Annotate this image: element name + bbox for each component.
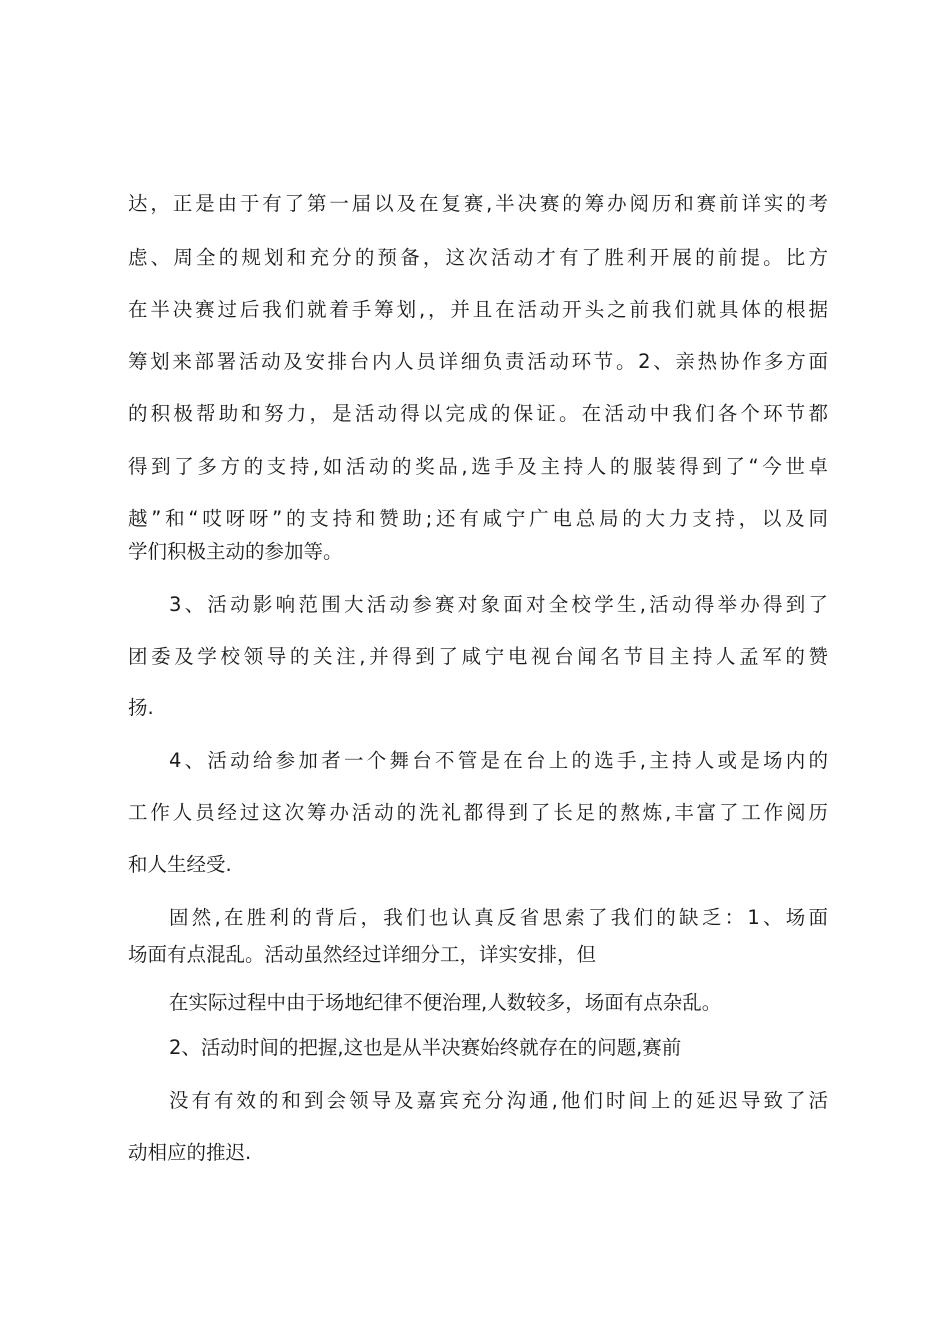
text-line: 动相应的推迟. <box>128 1141 252 1164</box>
paragraph-5-line: 固然,在胜利的背后，我们也认真反省思索了我们的缺乏：1、场面 <box>169 906 828 929</box>
text-line: 和人生经受. <box>128 853 232 876</box>
text-line: 学们积极主动的参加等。 <box>128 540 343 563</box>
text-line: 2、活动时间的把握,这也是从半决赛始终就存在的问题,赛前 <box>169 1036 682 1059</box>
text-line: 团委及学校领导的关注,并得到了咸宁电视台闻名节目主持人孟军的赞 <box>128 645 828 668</box>
text-line: 筹划来部署活动及安排台内人员详细负责活动环节。2、亲热协作多方面 <box>128 350 828 373</box>
text-line: 工作人员经过这次筹办活动的洗礼都得到了长足的熬炼,丰富了工作阅历 <box>128 801 828 824</box>
text-line: 的积极帮助和努力，是活动得以完成的保证。在活动中我们各个环节都 <box>128 402 828 425</box>
paragraph-4-line: 4、活动给参加者一个舞台不管是在台上的选手,主持人或是场内的 <box>169 749 828 772</box>
text-line: 越”和“哎呀呀”的支持和赞助;还有咸宁广电总局的大力支持，以及同 <box>128 507 828 530</box>
text-line: 场面有点混乱。活动虽然经过详细分工，详实安排，但 <box>128 943 597 966</box>
paragraph-3-line: 3、活动影响范围大活动参赛对象面对全校学生,活动得举办得到了 <box>169 593 828 616</box>
text-line: 虑、周全的规划和充分的预备，这次活动才有了胜利开展的前提。比方 <box>128 246 828 269</box>
text-line: 没有有效的和到会领导及嘉宾充分沟通,他们时间上的延迟导致了活 <box>169 1089 828 1112</box>
text-line: 达，正是由于有了第一届以及在复赛,半决赛的筹办阅历和赛前详实的考 <box>128 192 828 215</box>
text-line: 在实际过程中由于场地纪律不便治理,人数较多，场面有点杂乱。 <box>169 991 722 1014</box>
text-line: 在半决赛过后我们就着手筹划,，并且在活动开头之前我们就具体的根据 <box>128 298 828 321</box>
text-line: 扬. <box>128 696 154 719</box>
text-line: 得到了多方的支持,如活动的奖品,选手及主持人的服装得到了“今世卓 <box>128 455 828 478</box>
